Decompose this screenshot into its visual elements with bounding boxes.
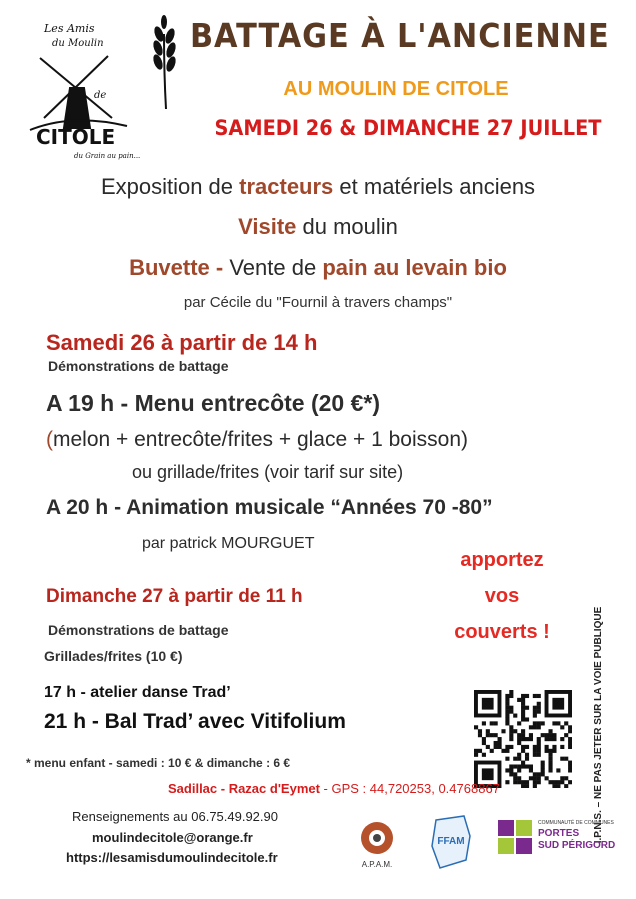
wheat-icon bbox=[144, 14, 186, 110]
callout-line: couverts ! bbox=[454, 621, 550, 643]
email-link[interactable]: moulindecitole@orange.fr bbox=[92, 830, 253, 845]
intro-highlight: Buvette bbox=[129, 255, 210, 280]
sunday-ball: 21 h - Bal Trad’ avec Vitifolium bbox=[44, 710, 346, 733]
location-line bbox=[168, 781, 500, 796]
sunday-heading: Dimanche 27 à partir de 11 h bbox=[46, 586, 303, 607]
gps: - GPS : 44,720253, 0.4768867 bbox=[319, 781, 500, 796]
saturday-music-by: par patrick MOURGUET bbox=[142, 535, 315, 552]
intro-line-4: par Cécile du "Fournil à travers champs" bbox=[183, 294, 453, 311]
side-notice-text: I.P.N.S. – NE PAS JETER SUR LA VOIE PUBLIQUE bbox=[593, 606, 604, 844]
intro-text: et matériels anciens bbox=[333, 174, 536, 199]
event-dates: SAMEDI 26 & DIMANCHE 27 JUILLET bbox=[214, 116, 602, 140]
apam-label: A.P.A.M. bbox=[361, 860, 393, 869]
saturday-demo: Démonstrations de battage bbox=[48, 358, 229, 374]
intro-line-1 bbox=[0, 174, 636, 200]
intro-highlight: tracteurs bbox=[239, 174, 334, 199]
intro-highlight: Visite bbox=[238, 214, 297, 239]
saturday-grill: ou grillade/frites (voir tarif sur site) bbox=[132, 462, 404, 482]
location: Sadillac - Razac d'Eymet bbox=[168, 781, 320, 796]
logo-text-2: du Moulin bbox=[52, 38, 104, 49]
intro-line-2 bbox=[0, 214, 636, 240]
website-link[interactable]: https://lesamisdumoulindecitole.fr bbox=[66, 850, 278, 865]
ffam-logo bbox=[426, 812, 476, 874]
callout-line: vos bbox=[484, 585, 520, 607]
ppp-line1: PORTES bbox=[538, 828, 580, 839]
saturday-menu: A 19 h - Menu entrecôte (20 €*) bbox=[46, 390, 381, 416]
paren: ( bbox=[46, 428, 53, 451]
child-menu-note: * menu enfant - samedi : 10 € & dimanche : 6 € bbox=[26, 756, 291, 770]
saturday-menu-detail bbox=[46, 428, 468, 452]
sunday-dance: 17 h - atelier danse Trad’ bbox=[44, 684, 231, 701]
apam-logo bbox=[354, 816, 400, 874]
logo-text-3: de bbox=[94, 90, 107, 101]
ppp-small: COMMUNAUTÉ DE COMMUNES bbox=[538, 820, 614, 826]
ffam-label: FFAM bbox=[437, 836, 465, 847]
page-title: BATTAGE À L'ANCIENNE bbox=[190, 16, 610, 55]
callout bbox=[432, 542, 572, 650]
logo-text-4: CITOLE bbox=[36, 125, 116, 149]
page-subtitle: AU MOULIN DE CITOLE bbox=[283, 78, 509, 100]
phone: Renseignements au 06.75.49.92.90 bbox=[72, 809, 278, 824]
ppp-line2: SUD PÉRIGORD bbox=[538, 840, 616, 851]
callout-line: apportez bbox=[460, 549, 544, 571]
intro-dash: - bbox=[209, 255, 230, 280]
intro-text: Exposition de bbox=[100, 174, 240, 199]
saturday-heading: Samedi 26 à partir de 14 h bbox=[46, 330, 318, 355]
intro-line-3 bbox=[0, 255, 636, 281]
intro-text: du moulin bbox=[296, 214, 398, 239]
sunday-demo: Démonstrations de battage bbox=[48, 622, 229, 638]
logo-text-1: Les Amis bbox=[44, 22, 95, 35]
moulin-logo bbox=[22, 18, 140, 170]
menu-detail-text: melon + entrecôte/frites + glace + 1 boisson) bbox=[53, 428, 468, 451]
intro-highlight: pain au levain bio bbox=[322, 255, 507, 280]
saturday-music: A 20 h - Animation musicale “Années 70 -80” bbox=[46, 496, 493, 519]
logo-text-5: du Grain au pain... bbox=[74, 152, 140, 160]
intro-text: Vente de bbox=[229, 255, 323, 280]
qr-code[interactable] bbox=[474, 690, 572, 788]
ppp-logo bbox=[496, 816, 626, 866]
sunday-grill: Grillades/frites (10 €) bbox=[44, 648, 183, 664]
